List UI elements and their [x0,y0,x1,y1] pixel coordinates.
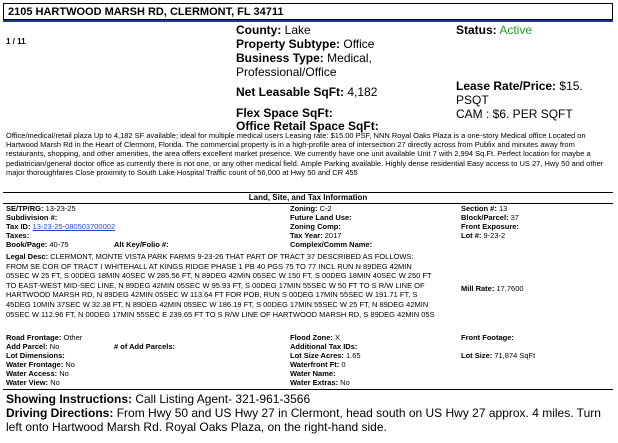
water-name-field: Water Name: [290,369,336,378]
tax-id-link[interactable]: 13-23-25-080503700002 [32,222,116,231]
office-retail-field: Office Retail Space SqFt: [236,119,379,133]
add-parcel-field: Add Parcel: No [6,342,60,351]
section-field: Section #: 13 [461,204,508,213]
header-underline [3,20,613,22]
section-title: Land, Site, and Tax Information [3,192,613,204]
front-exposure-field: Front Exposure: [461,222,519,231]
showing-instructions: Showing Instructions: Call Listing Agent- 321-961-3566 [6,392,311,406]
business-type-field: Business Type: Medical, [236,51,372,65]
book-page-field: Book/Page: 40-75 [6,240,69,249]
flex-space-field: Flex Space SqFt: [236,106,333,120]
subdivision-field: Subdivision #: [6,213,58,222]
mill-rate-field: Mill Rate: 17.7600 [461,284,524,293]
legal-description: Legal Desc: CLERMONT, MONTE VISTA PARK FARMS 9-23-26 THAT PART OF TRACT 37 DESCRIBED AS FOLLOWS: FROM SE COR OF TRACT I WHITEHALL AT KINGS RIDGE PHASE 1 PB 40 PGS 75 TO 77 INCL RUN N 89DEG 42MIN 05SEC W 25 FT, S 00DEG 18MIN 40SEC W 285.56 FT, N 89DEG 42MIN 05SEC W 150 FT, S 00DEG 18MIN 40SEC W 250 FT TO EAST-WEST MID-SEC LINE, N 89DEG 42MIN 05SEC W 95.93 FT, S 00DEG 17MIN 55SEC W 50 FT TO S R/W LINE OF HARTWOOD MARSH RD, N 89DEG 42MIN 05SEC W 113.64 FT FOR POB, RUN S 00DEG 17MIN 55SEC W 191.71 FT, S 45DEG 10MIN 37SEC W 32.38 FT, N 89DEG 42MIN 05SEC W 186.19 FT, S 00DEG 17MIN 55SEC W 25 FT, N 89DEG 42MIN 05SEC W 112.96 FT, N 00DEG 17MIN 55SEC E 239.65 FT TO S R/W LINE OF HARTWOOD MARSH RD, S 89DEG 42MIN 05S [6,252,435,319]
lease-rate-cont: PSQT [456,93,489,107]
taxes-field: Taxes: [6,231,30,240]
tax-year-field: Tax Year: 2017 [290,231,342,240]
listing-address-header [3,3,613,20]
complex-name-field: Complex/Comm Name: [290,240,373,249]
alt-key-field: Alt Key/Folio #: [114,240,169,249]
driving-directions: Driving Directions: From Hwy 50 and US Hwy 27 in Clermont, head south on US Hwy 27 approx. 4 miles. Turn left onto Hartwood Marsh Rd. Royal Oaks Plaza, on the right-hand side. [6,406,601,434]
road-frontage-field: Road Frontage: Other [6,333,83,342]
front-footage-field: Front Footage: [461,333,514,342]
waterfront-ft-field: Waterfront Ft: 0 [290,360,346,369]
water-access-field: Water Access: No [6,369,69,378]
status-value: Active [499,23,533,37]
property-description: Office/medical/retail plaza Up to 4,182 SF available; ideal for multiple medical users Leasing rate: $15.00 PSF, NNN Royal Oaks Plaza is a one-story Medical office Located on Hartwood Marsh Rd in the Heart of Clermont, Florida. The commercial property is in a high-profile area of intersection 27 directly across from Publix and minutes away from restaurants, shopping, and other amenities, the area offers excellent market presence. We currently have one unit available Unit 7 with 2,994 Sq.Ft. Perfect location for maybe a pediatrician/general doctor office as currently there is not one, or any other medical field. Ample Parking available. Highly dense residential Easy access to US 27, Hwy 50 and other major thoroughfares Close proximity to South Lake Hospital Traffic count of 56,000 at Hwy 50 and CR 455 [6,131,604,177]
lot-field: Lot #: 9-23-2 [461,231,506,240]
zoning-field: Zoning: C-2 [290,204,332,213]
status-field: Status: Active [456,23,533,37]
water-extras-field: Water Extras: No [290,378,350,387]
setprg-field: SE/TP/RG: 13-23-25 [6,204,76,213]
subtype-field: Property Subtype: Office [236,37,375,51]
additional-tax-ids-field: Additional Tax IDs: [290,342,358,351]
net-leasable-field: Net Leasable SqFt: 4,182 [236,85,378,99]
business-type-cont: Professional/Office [236,65,337,79]
water-frontage-field: Water Frontage: No [6,360,75,369]
block-parcel-field: Block/Parcel: 37 [461,213,519,222]
bottom-divider [3,389,613,390]
future-land-use-field: Future Land Use: [290,213,352,222]
zoning-comp-field: Zoning Comp: [290,222,341,231]
listing-address: 2105 HARTWOOD MARSH RD, CLERMONT, FL 34711 [8,6,284,18]
lot-size-acres-field: Lot Size Acres: 1.65 [290,351,361,360]
tax-id-field: Tax ID: 13-23-25-080503700002 [6,222,116,231]
lease-rate-field: Lease Rate/Price: $15. [456,79,583,93]
num-add-parcels-field: # of Add Parcels: [114,342,175,351]
lot-dimensions-field: Lot Dimensions: [6,351,65,360]
flood-zone-field: Flood Zone: X [290,333,341,342]
page-count: 1 / 11 [6,37,26,46]
county-field: County: Lake [236,23,311,37]
cam-field: CAM : $6. PER SQFT [456,107,573,121]
lot-size-field: Lot Size: 71,874 SqFt [461,351,536,360]
water-view-field: Water View: No [6,378,60,387]
